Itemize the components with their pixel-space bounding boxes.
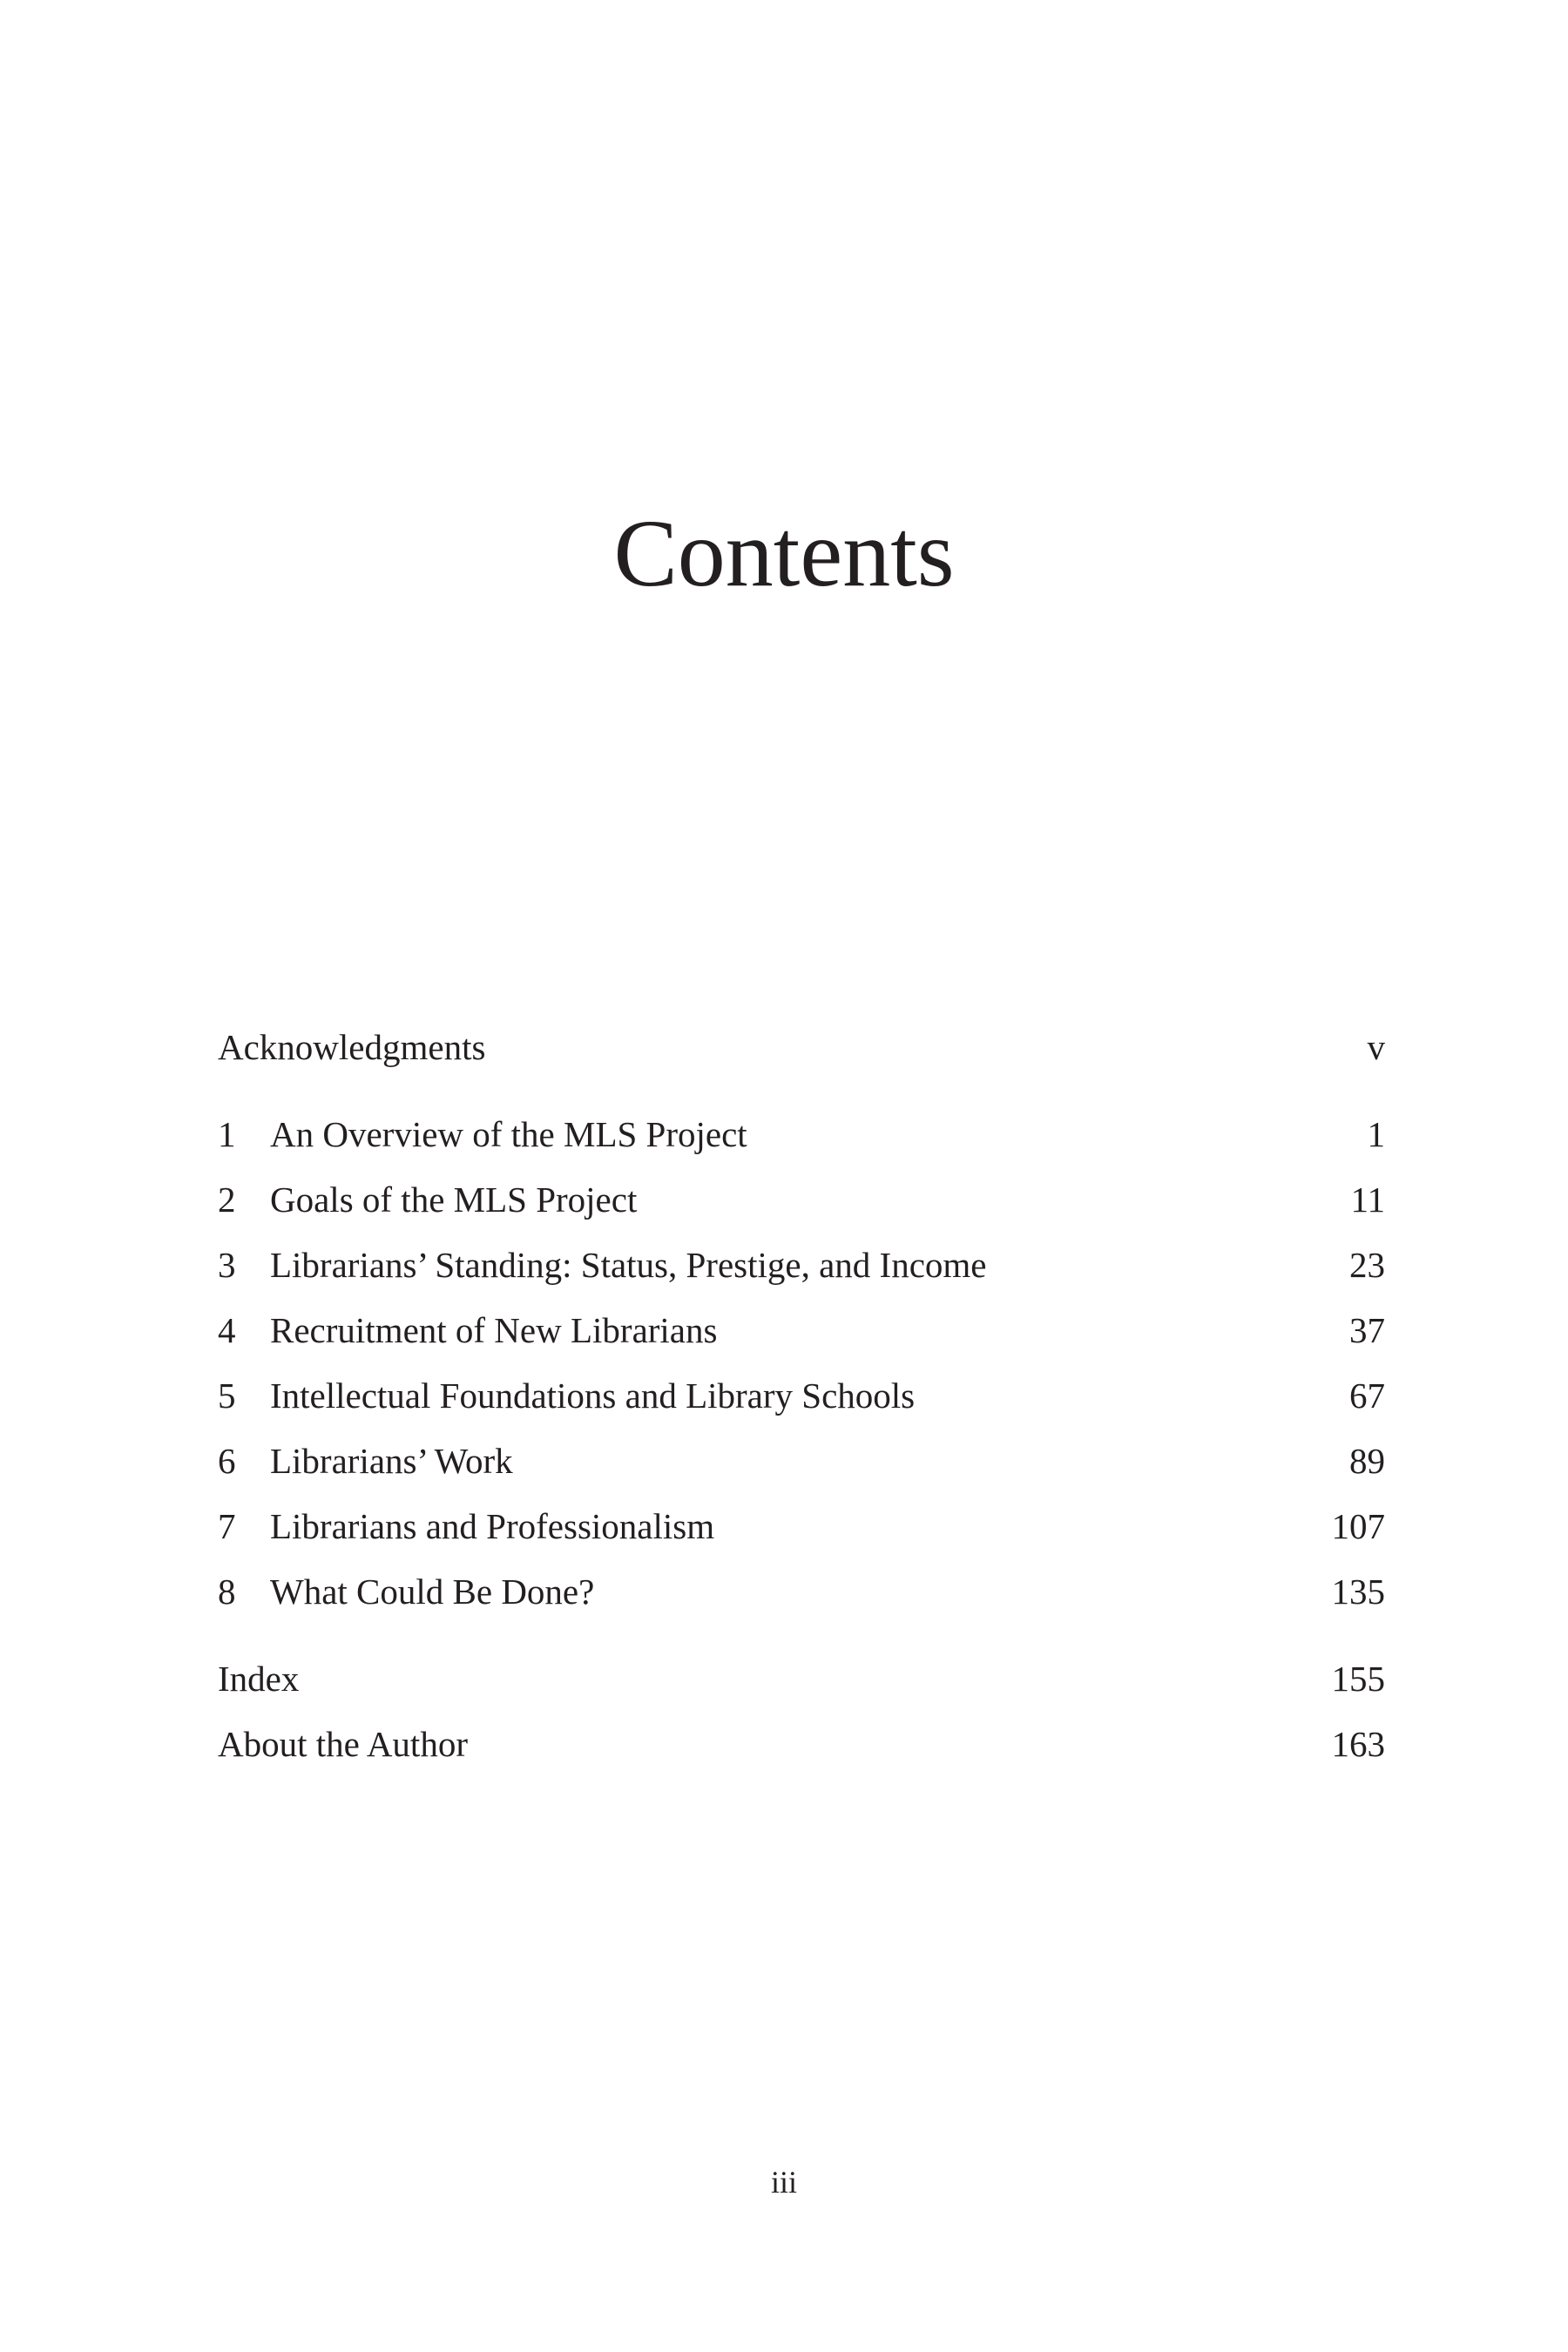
chapter-number: 8 — [218, 1571, 236, 1612]
chapter-number: 7 — [218, 1506, 236, 1546]
chapter-number: 3 — [218, 1245, 236, 1285]
toc-chapter-2[interactable] — [218, 1167, 1385, 1233]
chapter-title: Goals of the MLS Project — [270, 1179, 638, 1220]
toc-entry-about-the-author[interactable] — [218, 1712, 1385, 1777]
toc-chapter-8[interactable] — [218, 1559, 1385, 1625]
chapter-page: 67 — [1349, 1375, 1385, 1416]
chapter-number: 6 — [218, 1441, 236, 1481]
toc-entry-index[interactable] — [218, 1646, 1385, 1712]
toc-chapter-7[interactable] — [218, 1494, 1385, 1559]
chapter-page: 11 — [1350, 1179, 1385, 1220]
chapter-title: Recruitment of New Librarians — [270, 1310, 718, 1350]
chapter-page: 107 — [1331, 1506, 1385, 1546]
toc-chapter-1[interactable] — [218, 1102, 1385, 1167]
chapter-title: Librarians’ Work — [270, 1441, 513, 1481]
chapter-page: 135 — [1331, 1571, 1385, 1612]
chapter-title: Intellectual Foundations and Library Schools — [270, 1375, 916, 1416]
chapter-number: 5 — [218, 1375, 236, 1416]
toc-entry-title: About the Author — [218, 1724, 468, 1764]
toc-entry-page: 163 — [1331, 1724, 1385, 1764]
toc-entry-title: Index — [218, 1659, 300, 1699]
toc-entry-page: v — [1367, 1027, 1385, 1067]
toc-chapter-4[interactable] — [218, 1298, 1385, 1363]
chapter-number: 1 — [218, 1114, 236, 1154]
toc-entry-acknowledgments[interactable] — [218, 1015, 1385, 1080]
chapter-page: 23 — [1349, 1245, 1385, 1285]
chapter-page: 37 — [1349, 1310, 1385, 1350]
toc-chapter-6[interactable] — [218, 1429, 1385, 1494]
toc-entry-title: Acknowledgments — [218, 1027, 486, 1067]
chapter-title: Librarians and Professionalism — [270, 1506, 715, 1546]
toc-chapter-3[interactable] — [218, 1233, 1385, 1298]
chapter-number: 2 — [218, 1179, 236, 1220]
chapter-title: Librarians’ Standing: Status, Prestige, and Income — [270, 1245, 987, 1285]
table-of-contents — [218, 1015, 1385, 1777]
chapter-page: 1 — [1367, 1114, 1385, 1154]
chapter-title: An Overview of the MLS Project — [270, 1114, 747, 1154]
chapter-title: What Could Be Done? — [270, 1571, 595, 1612]
chapter-page: 89 — [1349, 1441, 1385, 1481]
toc-chapter-5[interactable] — [218, 1363, 1385, 1429]
page-title: Contents — [613, 500, 955, 606]
toc-entry-page: 155 — [1331, 1659, 1385, 1699]
chapter-number: 4 — [218, 1310, 236, 1350]
page-number: iii — [770, 2165, 797, 2200]
